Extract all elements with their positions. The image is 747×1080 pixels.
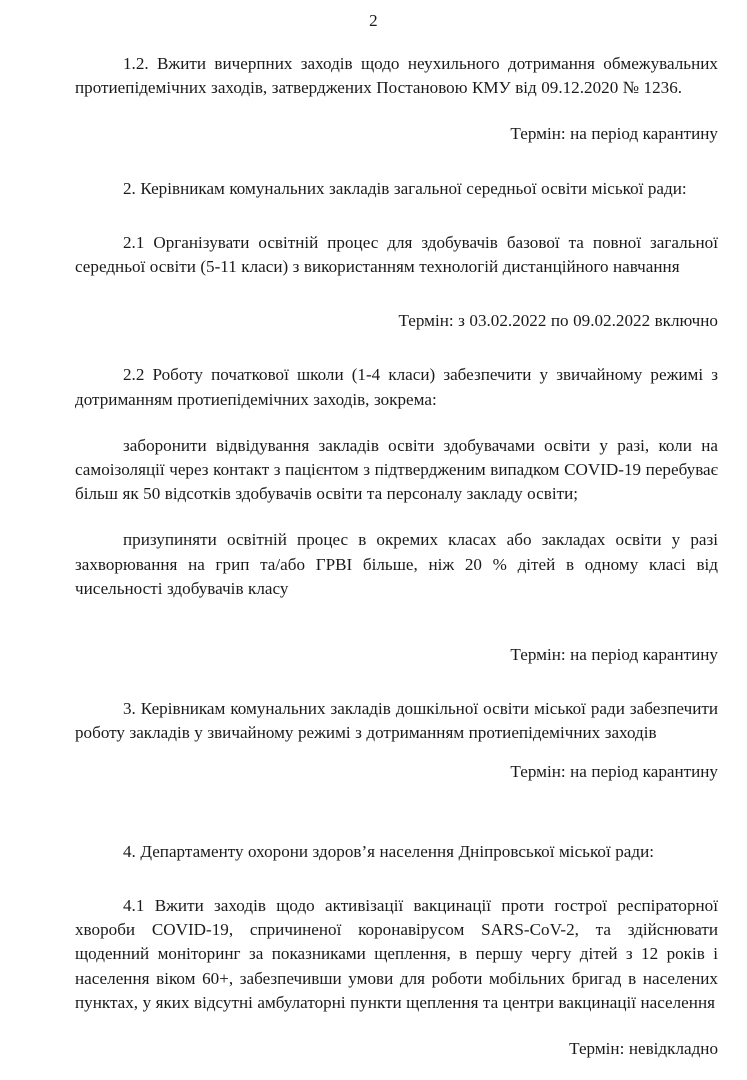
- paragraph-clause-2-1: 2.1 Організувати освітній процес для здобувачів базової та повної загальної середньої освіти (5-11 класи) з використанням технологій дистанційного навчання: [75, 232, 718, 277]
- paragraph-clause-2-2-item-b: призупиняти освітній процес в окремих класах або закладах освіти у разі захворювання на грип та/або ГРВІ більше, ніж 20 % дітей в одному класі від чисельності здобувачів класу: [75, 530, 718, 598]
- spacer: [75, 412, 718, 434]
- spacer: [75, 1015, 718, 1037]
- spacer: [75, 784, 718, 826]
- spacer: [75, 746, 718, 760]
- spacer: [75, 601, 718, 643]
- paragraph-clause-3: 3. Керівникам комунальних закладів дошкільної освіти міської ради забезпечити роботу закладів у звичайному режимі з дотриманням протиепідемічних заходів: [75, 699, 718, 743]
- spacer: [75, 506, 718, 528]
- page-number: 2: [369, 11, 378, 30]
- deadline-clause-2-1: Термін: з 03.02.2022 по 09.02.2022 включно: [398, 311, 718, 331]
- spacer: [75, 667, 718, 697]
- paragraph-clause-1-2: 1.2. Вжити вичерпних заходів щодо неухильного дотримання обмежувальних протиепідемічних заходів, затверджених Постановою КМУ від 09.12.2020 № 1236.: [75, 54, 718, 98]
- paragraph-clause-2: 2. Керівникам комунальних закладів загальної середньої освіти міської ради:: [123, 178, 687, 198]
- spacer: [75, 864, 718, 894]
- deadline-clause-3: Термін: на період карантину: [510, 761, 718, 781]
- paragraph-clause-4: 4. Департаменту охорони здоров’я населення Дніпровської міської ради:: [123, 841, 654, 861]
- deadline-clause-4-1: Термін: невідкладно: [569, 1039, 718, 1059]
- spacer: [75, 201, 718, 231]
- deadline-clause-2-2: Термін: на період карантину: [510, 645, 718, 665]
- paragraph-clause-4-1: 4.1 Вжити заходів щодо активізації вакцинації проти гострої респіраторної хвороби COVID-19, спричиненої коронавірусом SARS-CoV-2, та здійснювати щоденний моніторинг за показниками щеплення, в першу чергу дітей з 12 років і населення віком 60+, забезпечивши умови для роботи мобільних бригад в населених пунктах, у яких відсутні амбулаторні пункти щеплення та центри вакцинації населення: [75, 896, 718, 1012]
- spacer: [75, 333, 718, 363]
- spacer: [75, 826, 718, 840]
- deadline-clause-1-2: Термін: на період карантину: [510, 124, 718, 144]
- document-body: [75, 52, 718, 1061]
- spacer: [75, 147, 718, 177]
- paragraph-clause-2-2-item-a: заборонити відвідування закладів освіти здобувачами освіти у разі, коли на самоізоляції через контакт з пацієнтом з підтвердженим випадком COVID-19 перебуває більш як 50 відсотків здобувачів освіти та персоналу закладу освіти;: [75, 435, 718, 504]
- spacer: [75, 279, 718, 309]
- spacer: [75, 100, 718, 122]
- paragraph-clause-2-2: 2.2 Роботу початкової школи (1-4 класи) забезпечити у звичайному режимі з дотриманням протиепідемічних заходів, зокрема:: [75, 365, 718, 409]
